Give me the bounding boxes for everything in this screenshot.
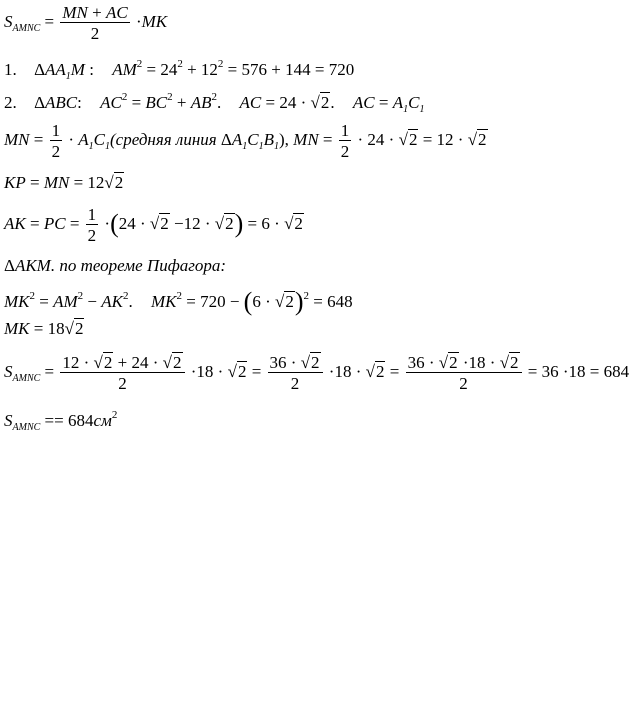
step-2: 2. ΔABC: $AC^2 = BC^2 + AB^2$. AC = 24 · √2. AC = $A_1C_1$ (4, 91, 425, 115)
step-area-calc: $S_{AMNC}$ = $\frac{12 \cdot √2 + 24 \cdot √2}{2}$ ·18 · √2 = $\frac{36 \cdot √2}{2}$ ·18 · √2 = $\frac{36 \cdot √2 \cdot 18 \cdot √2}{2}$ = 36 ·18 = 684 (4, 353, 629, 393)
step-kp: KP = MN = 12√2 (4, 173, 124, 192)
step-midline: MN = $\frac{1}{2}$ · $A_1C_1(средняя$ линия $\Delta A_1C_1B_1$), MN = $\frac{1}{2}$ · 24 · √2 = 12 · √2 (4, 121, 487, 161)
step-pythagoras-intro: ΔAKM. по теореме Пифагора: (4, 256, 227, 275)
step-ak: AK = PC = $\frac{1}{2}$ ·(24 · √2 −12 · √2) = 6 · √2 (4, 205, 303, 245)
fraction: $\frac{MN + AC}{2}$ (62, 3, 128, 43)
formula-area-trapezoid: $S_{AMNC}$ = $\frac{MN + AC}{2}$ ·MK (4, 3, 168, 43)
step-mk-squared: $MK^2 = AM^2 - AK^2$. $MK^2 = 720 - (6 \cdot √2)^2 = 648$ (4, 287, 353, 316)
step-mk: MK = 18√2 (4, 319, 84, 338)
step-1: 1. $\Delta AA_1M$ : $AM^2 = 24^2 + 12^2 = 576 + 144 = 720$ (4, 58, 355, 82)
final-answer: $S_{AMNC} == 684см^2$ (4, 409, 118, 433)
